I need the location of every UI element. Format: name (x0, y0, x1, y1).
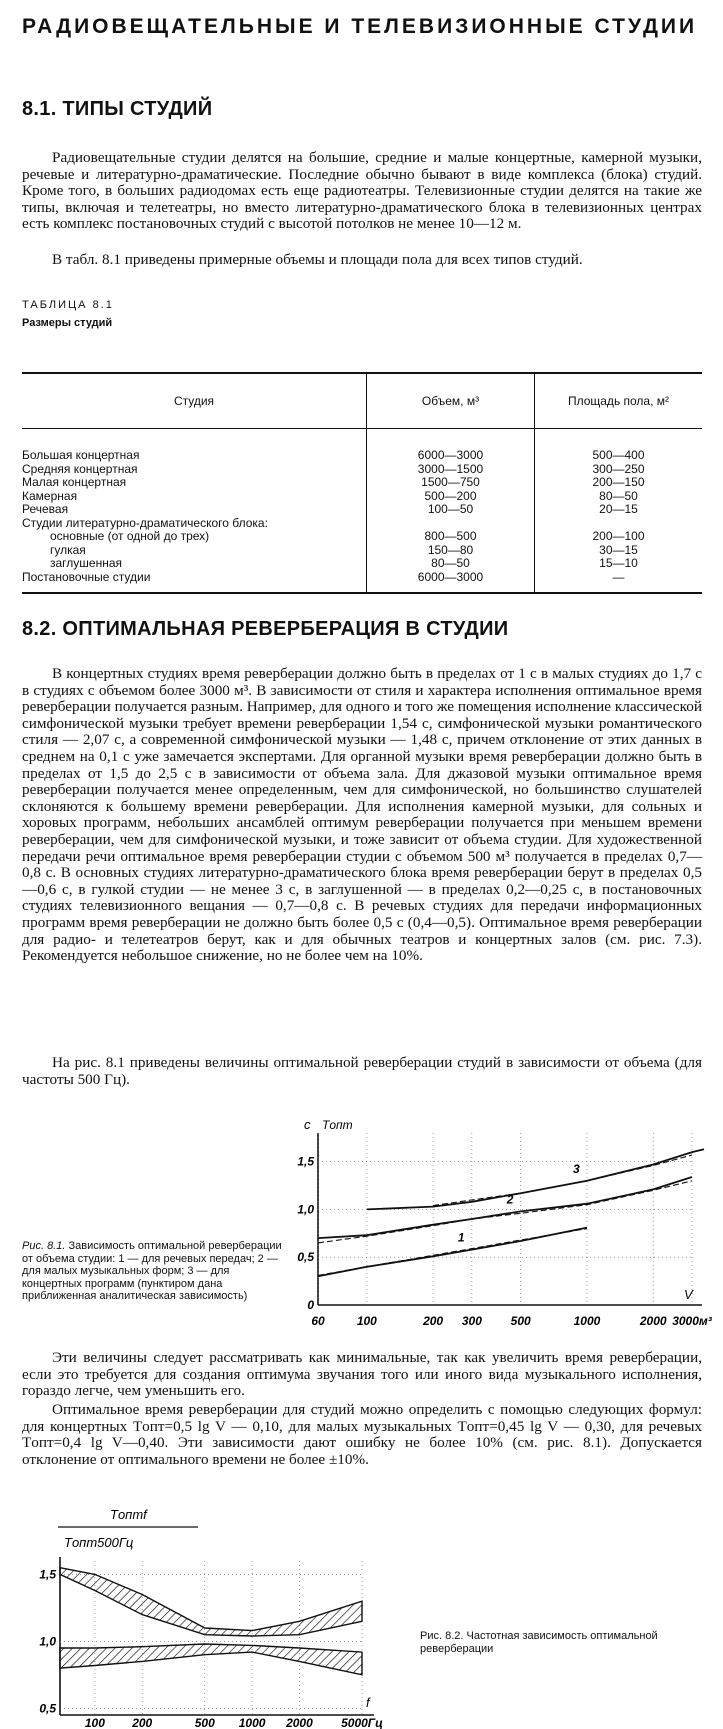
table-row (22, 476, 702, 490)
table-cell-area: 200—100 (535, 530, 703, 544)
table-cell-volume: 100—50 (367, 503, 535, 517)
paragraph-minimal-values: Эти величины следует рассматривать как минимальные, так как увеличить время реверберации, если это требуется для создания оптимума звучания того или иного вида музыкального исполнения, гораздо легче, чем уменьшить его. (22, 1349, 702, 1400)
paragraph-optimal-reverb: В концертных студиях время реверберации должно быть в пределах от 1 с в малых студиях до 1,7 с в студиях с объемом более 3000 м³. В зависимости от стиля и характера исполнения оптимальное время реверберации получается разным. Например, для одного и того же помещения исполнение классической симфонической музыки требует времени реверберации 1,54 с, симфонической музыки романтического стиля — 2,07 с, а современной симфонической музыки — 1,48 с, причем отклонение от этих данных в среднем на 0,1 с уже замечается экспертами. Для органной музыки время реверберации должно быть в пределах от 1,5 до 2,5 с в зависимости от объема зала. Для джазовой музыки оптимальное время реверберации получается менее определенным, чем для симфонической, но большинство слушателей склоняются к большему времени реверберации. Для исполнения камерной музыки, для сольных и хоровых программ, небольших ансамблей оптимум реверберации получается при меньшем времени реверберации, чем для симфонической музыки, и тоже зависит от объема студии. Для художественной передачи речи оптимальное время реверберации студии с объемом 500 м³ получается в пределах 0,7—0,8 с. В основных студиях литературно-драматического блока время реверберации берут в пределах 0,5—0,6 с, в гулкой студии — не менее 3 с, в заглушенной — в пределах 0,2—0,25 с, в постановочных студиях телевизионного вещания — 0,7—0,8 с. В речевых студиях для передачи информационных программ время реверберации не должно быть более 0,5 с (0,4—0,5). Оптимальное время реверберации для радио- и телетеатров берут, как и для обычных театров и концертных залов (см. рис. 7.3). Рекомендуется небольшое снижение, но не более чем на 10%. (22, 665, 702, 965)
table-cell-volume: 500—200 (367, 490, 535, 504)
upper-tolerance-band (60, 1568, 362, 1636)
series-line-3-dashed (433, 1155, 692, 1206)
table-cell-volume (367, 517, 535, 531)
table-cell-studio: Постановочные студии (22, 571, 367, 594)
table-row (22, 490, 702, 504)
table-cell-area: 30—15 (535, 544, 703, 558)
y-tick-label: 1,5 (39, 1567, 56, 1582)
table-cell-volume: 6000—3000 (367, 571, 535, 594)
table-cell-studio: заглушенная (50, 556, 123, 570)
column-header-studio: Студия (22, 373, 367, 429)
x-tick-label: 1000 (238, 1716, 266, 1729)
series-label-2: 2 (506, 1192, 514, 1207)
y-tick-label: 0,5 (297, 1250, 314, 1265)
table-cell-studio: Камерная (22, 488, 78, 503)
table-cell-area: 20—15 (535, 503, 703, 517)
column-header-volume: Объем, м³ (367, 373, 535, 429)
table-cell-area: 15—10 (535, 557, 703, 571)
x-tick-label: 2000 (639, 1314, 667, 1328)
table-row (22, 530, 702, 544)
table-row (22, 503, 702, 517)
series-line-3 (367, 1149, 704, 1209)
table-header-row (22, 373, 702, 429)
table-cell-area: 80—50 (535, 490, 703, 504)
x-axis-label: V (684, 1287, 693, 1302)
studio-sizes-table (22, 372, 702, 594)
paragraph-table-ref: В табл. 8.1 приведены примерные объемы и площади пола для всех типов студий. (52, 251, 583, 268)
y-axis-unit: с (304, 1117, 311, 1132)
paragraph-figure-ref: На рис. 8.1 приведены величины оптимальной реверберации студий в зависимости от объема (для частоты 500 Гц). (22, 1054, 702, 1088)
x-axis-label: f (366, 1695, 370, 1710)
x-tick-label: 100 (356, 1314, 377, 1328)
series-label-1: 1 (457, 1230, 465, 1245)
y-label-denominator: Tопт500Гц (64, 1535, 134, 1550)
y-tick-label: 0,5 (39, 1701, 56, 1716)
table-cell-volume: 3000—1500 (367, 463, 535, 477)
table-cell-area: 500—400 (535, 429, 703, 463)
y-tick-label: 1,0 (39, 1634, 56, 1649)
section-title-8-1: 8.1. ТИПЫ СТУДИЙ (22, 98, 213, 120)
table-cell-studio: Студии литературно-драматического блока: (22, 515, 268, 530)
chapter-title: РАДИОВЕЩАТЕЛЬНЫЕ И ТЕЛЕВИЗИОННЫЕ СТУДИИ (22, 15, 698, 38)
y-axis-label: Tопт (322, 1118, 353, 1132)
x-tick-label: 3000м³ (672, 1314, 712, 1328)
x-tick-label: 200 (132, 1716, 153, 1729)
table-cell-area: 300—250 (535, 463, 703, 477)
x-tick-label: 200 (423, 1314, 444, 1328)
table-cell-area: 200—150 (535, 476, 703, 490)
table-row (22, 571, 702, 594)
paragraph-formulas: Оптимальное время реверберации для студий можно определить с помощью следующих формул: для концертных Tопт=0,5 lg V — 0,10, для малых музыкальных Tопт=0,45 lg V — 0,30, для речевых Tопт=0,4 lg V—0,40. Эти зависимости дают ошибку не более 10% (см. рис. 8.1). Допускается отклонение от оптимального времени не более ±10%. (22, 1401, 702, 1468)
table-cell-studio: Средняя концертная (22, 461, 138, 476)
y-tick-label: 0 (307, 1298, 314, 1312)
y-tick-label: 1,5 (297, 1154, 314, 1169)
x-tick-label: 60 (311, 1314, 325, 1328)
table-row (22, 557, 702, 571)
x-tick-label: 2000 (286, 1716, 313, 1729)
section-title-8-2: 8.2. ОПТИМАЛЬНАЯ РЕВЕРБЕРАЦИЯ В СТУДИИ (22, 618, 509, 640)
table-cell-studio: гулкая (50, 542, 86, 557)
y-label-numerator: Tоптf (110, 1507, 147, 1522)
x-tick-label: 100 (84, 1716, 105, 1729)
lower-tolerance-band (60, 1644, 362, 1675)
series-line-2 (318, 1177, 692, 1238)
table-cell-volume: 1500—750 (367, 476, 535, 490)
table-cell-volume: 150—80 (367, 544, 535, 558)
figure-8-1-chart (297, 1115, 712, 1340)
series-label-3: 3 (572, 1161, 580, 1176)
figure-8-1-caption (22, 1240, 284, 1303)
figure-8-1-caption-number: Рис. 8.1. (22, 1240, 66, 1252)
table-cell-studio: Малая концертная (22, 475, 127, 489)
table-cell-studio: основные (от одной до трех) (50, 529, 210, 543)
table-cell-studio: Большая концертная (22, 448, 140, 462)
table-cell-volume: 80—50 (367, 557, 535, 571)
x-tick-label: 300 (461, 1314, 482, 1328)
column-header-area: Площадь пола, м² (535, 373, 703, 429)
table-cell-volume: 800—500 (367, 530, 535, 544)
x-tick-label: 5000Гц (341, 1716, 383, 1729)
table-row (22, 429, 702, 463)
y-tick-label: 1,0 (297, 1202, 314, 1217)
x-tick-label: 500 (194, 1716, 215, 1729)
table-cell-studio: Речевая (22, 502, 69, 516)
paragraph-studio-types: Радиовещательные студии делятся на большие, средние и малые концертные, камерной музыки, речевые и литературно-драматические. Последние обычно бывают в виде комплекса (блока) студий. Кроме того, в больших радиодомах есть еще радиотеатры. Телевизионные студии делятся на такие же типы, включая и телетеатры, но вместо литературно-драматического блока в телевизионных центрах есть комплекс постановочных студий с высотой потолков не менее 10—12 м. (22, 149, 702, 233)
table-row (22, 463, 702, 477)
figure-8-1-caption-text: Зависимость оптимальной реверберации от объема студии: 1 — для речевых передач; 2 — для малых музыкальных форм; 3 — для концертных программ (пунктиром дана приближенная аналитическая зависимость) (22, 1240, 282, 1302)
x-tick-label: 500 (510, 1314, 531, 1328)
table-label: ТАБЛИЦА 8.1 (22, 299, 114, 311)
figure-8-2-caption: Рис. 8.2. Частотная зависимость оптимальной реверберации (420, 1630, 658, 1655)
table-cell-volume: 6000—3000 (367, 429, 535, 463)
table-row (22, 544, 702, 558)
table-row (22, 517, 702, 531)
table-cell-area: — (535, 571, 703, 594)
table-title: Размеры студий (22, 317, 113, 329)
x-tick-label: 1000 (573, 1314, 601, 1328)
table-cell-area (535, 517, 703, 531)
figure-8-2-chart (22, 1503, 417, 1729)
